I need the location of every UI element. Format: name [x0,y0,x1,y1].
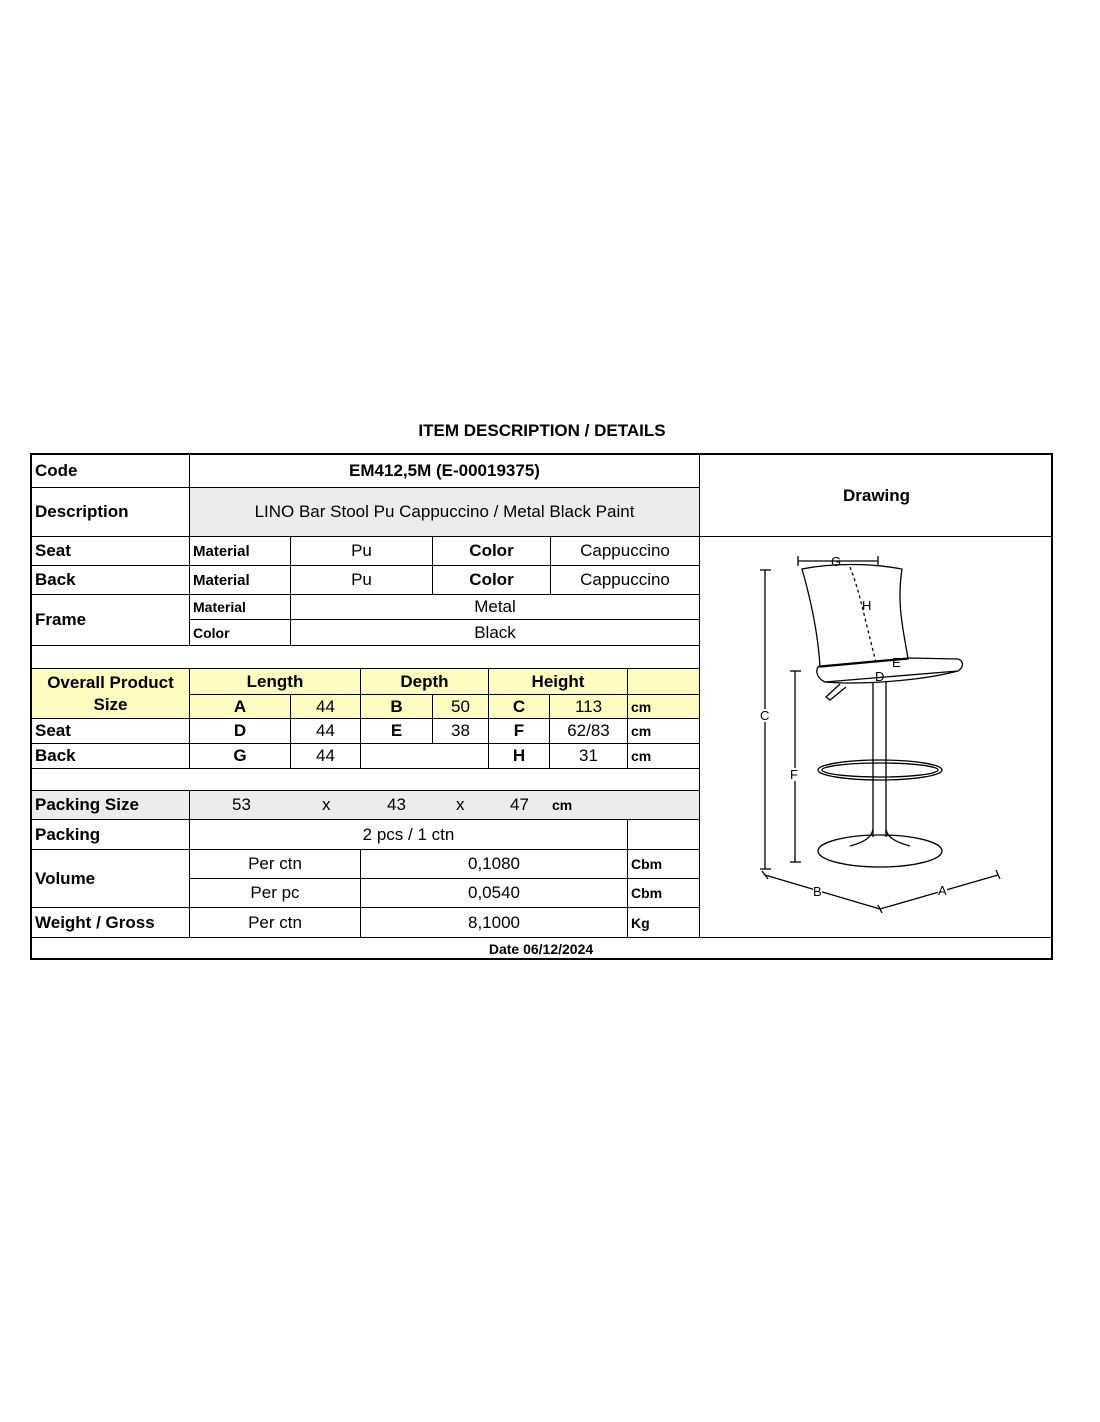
back-color: Cappuccino [551,566,700,595]
packing-size-width: 43 [387,795,406,814]
description-value: LINO Bar Stool Pu Cappuccino / Metal Black Paint [190,488,700,537]
seat-material-label: Material [190,537,291,566]
seat-material: Pu [291,537,433,566]
back-label: Back [32,566,190,595]
seat-label: Seat [32,537,190,566]
dim-overall-unit: cm [628,695,700,719]
packing-size-x1: x [322,795,331,814]
packing-empty [628,820,700,850]
length-header: Length [190,669,361,695]
dim-e-key: E [361,719,433,744]
packing-size-unit: cm [552,797,573,813]
drawing-letter-e: E [892,655,901,670]
frame-color-label: Color [190,620,291,646]
back-color-label: Color [433,566,551,595]
spacer-row-2 [32,769,700,791]
drawing-label: Drawing [700,455,1053,537]
code-label: Code [32,455,190,488]
weight-per-ctn-label: Per ctn [190,908,361,938]
dim-f-key: F [489,719,550,744]
frame-material: Metal [291,595,700,620]
dim-back-unit: cm [628,744,700,769]
item-details-sheet [30,453,1053,960]
drawing-area [700,537,1053,938]
packing-size-values [190,791,700,820]
spacer-row [32,646,700,669]
drawing-letter-f: F [790,767,798,782]
bar-stool-drawing [700,537,1053,937]
volume-label: Volume [32,850,190,908]
dim-back-label: Back [32,744,190,769]
back-material-label: Material [190,566,291,595]
volume-per-pc-label: Per pc [190,879,361,908]
seat-color-label: Color [433,537,551,566]
weight-label: Weight / Gross [32,908,190,938]
volume-per-ctn-unit: Cbm [628,850,700,879]
dim-c-key: C [489,695,550,719]
dim-seat-unit: cm [628,719,700,744]
weight-unit: Kg [628,908,700,938]
packing-value: 2 pcs / 1 ctn [190,820,628,850]
volume-per-pc-unit: Cbm [628,879,700,908]
volume-per-pc: 0,0540 [361,879,628,908]
description-label: Description [32,488,190,537]
frame-label: Frame [32,595,190,646]
weight-value: 8,1000 [361,908,628,938]
dim-e-value: 38 [433,719,489,744]
dim-d-key: D [190,719,291,744]
packing-size-length: 53 [232,795,251,814]
packing-size-x2: x [456,795,465,814]
frame-color: Black [291,620,700,646]
drawing-letter-a: A [938,883,947,898]
unit-header [628,669,700,695]
dim-h-value: 31 [550,744,628,769]
date-footer: Date 06/12/2024 [488,940,594,957]
dim-c-value: 113 [550,695,628,719]
dim-g-key: G [190,744,291,769]
frame-material-label: Material [190,595,291,620]
volume-per-ctn: 0,1080 [361,850,628,879]
packing-size-label: Packing Size [32,791,190,820]
seat-color: Cappuccino [551,537,700,566]
drawing-letter-c: C [760,708,770,723]
depth-header: Depth [361,669,489,695]
drawing-letter-g: G [831,554,842,569]
dim-back-empty [361,744,489,769]
packing-size-height: 47 [510,795,529,814]
packing-label: Packing [32,820,190,850]
sheet-title: ITEM DESCRIPTION / DETAILS [418,421,666,440]
dim-seat-label: Seat [32,719,190,744]
height-header: Height [489,669,628,695]
dim-h-key: H [489,744,550,769]
dim-g-value: 44 [291,744,361,769]
dim-d-value: 44 [291,719,361,744]
overall-size-label: Overall Product Size [32,669,190,719]
drawing-letter-d: D [875,669,885,684]
dim-f-value: 62/83 [550,719,628,744]
drawing-letter-h: H [862,598,872,613]
dim-b-value: 50 [433,695,489,719]
code-value: EM412,5M (E-00019375) [190,455,700,488]
back-material: Pu [291,566,433,595]
dim-b-key: B [361,695,433,719]
drawing-letter-b: B [813,884,822,899]
dim-a-key: A [190,695,291,719]
volume-per-ctn-label: Per ctn [190,850,361,879]
dim-a-value: 44 [291,695,361,719]
